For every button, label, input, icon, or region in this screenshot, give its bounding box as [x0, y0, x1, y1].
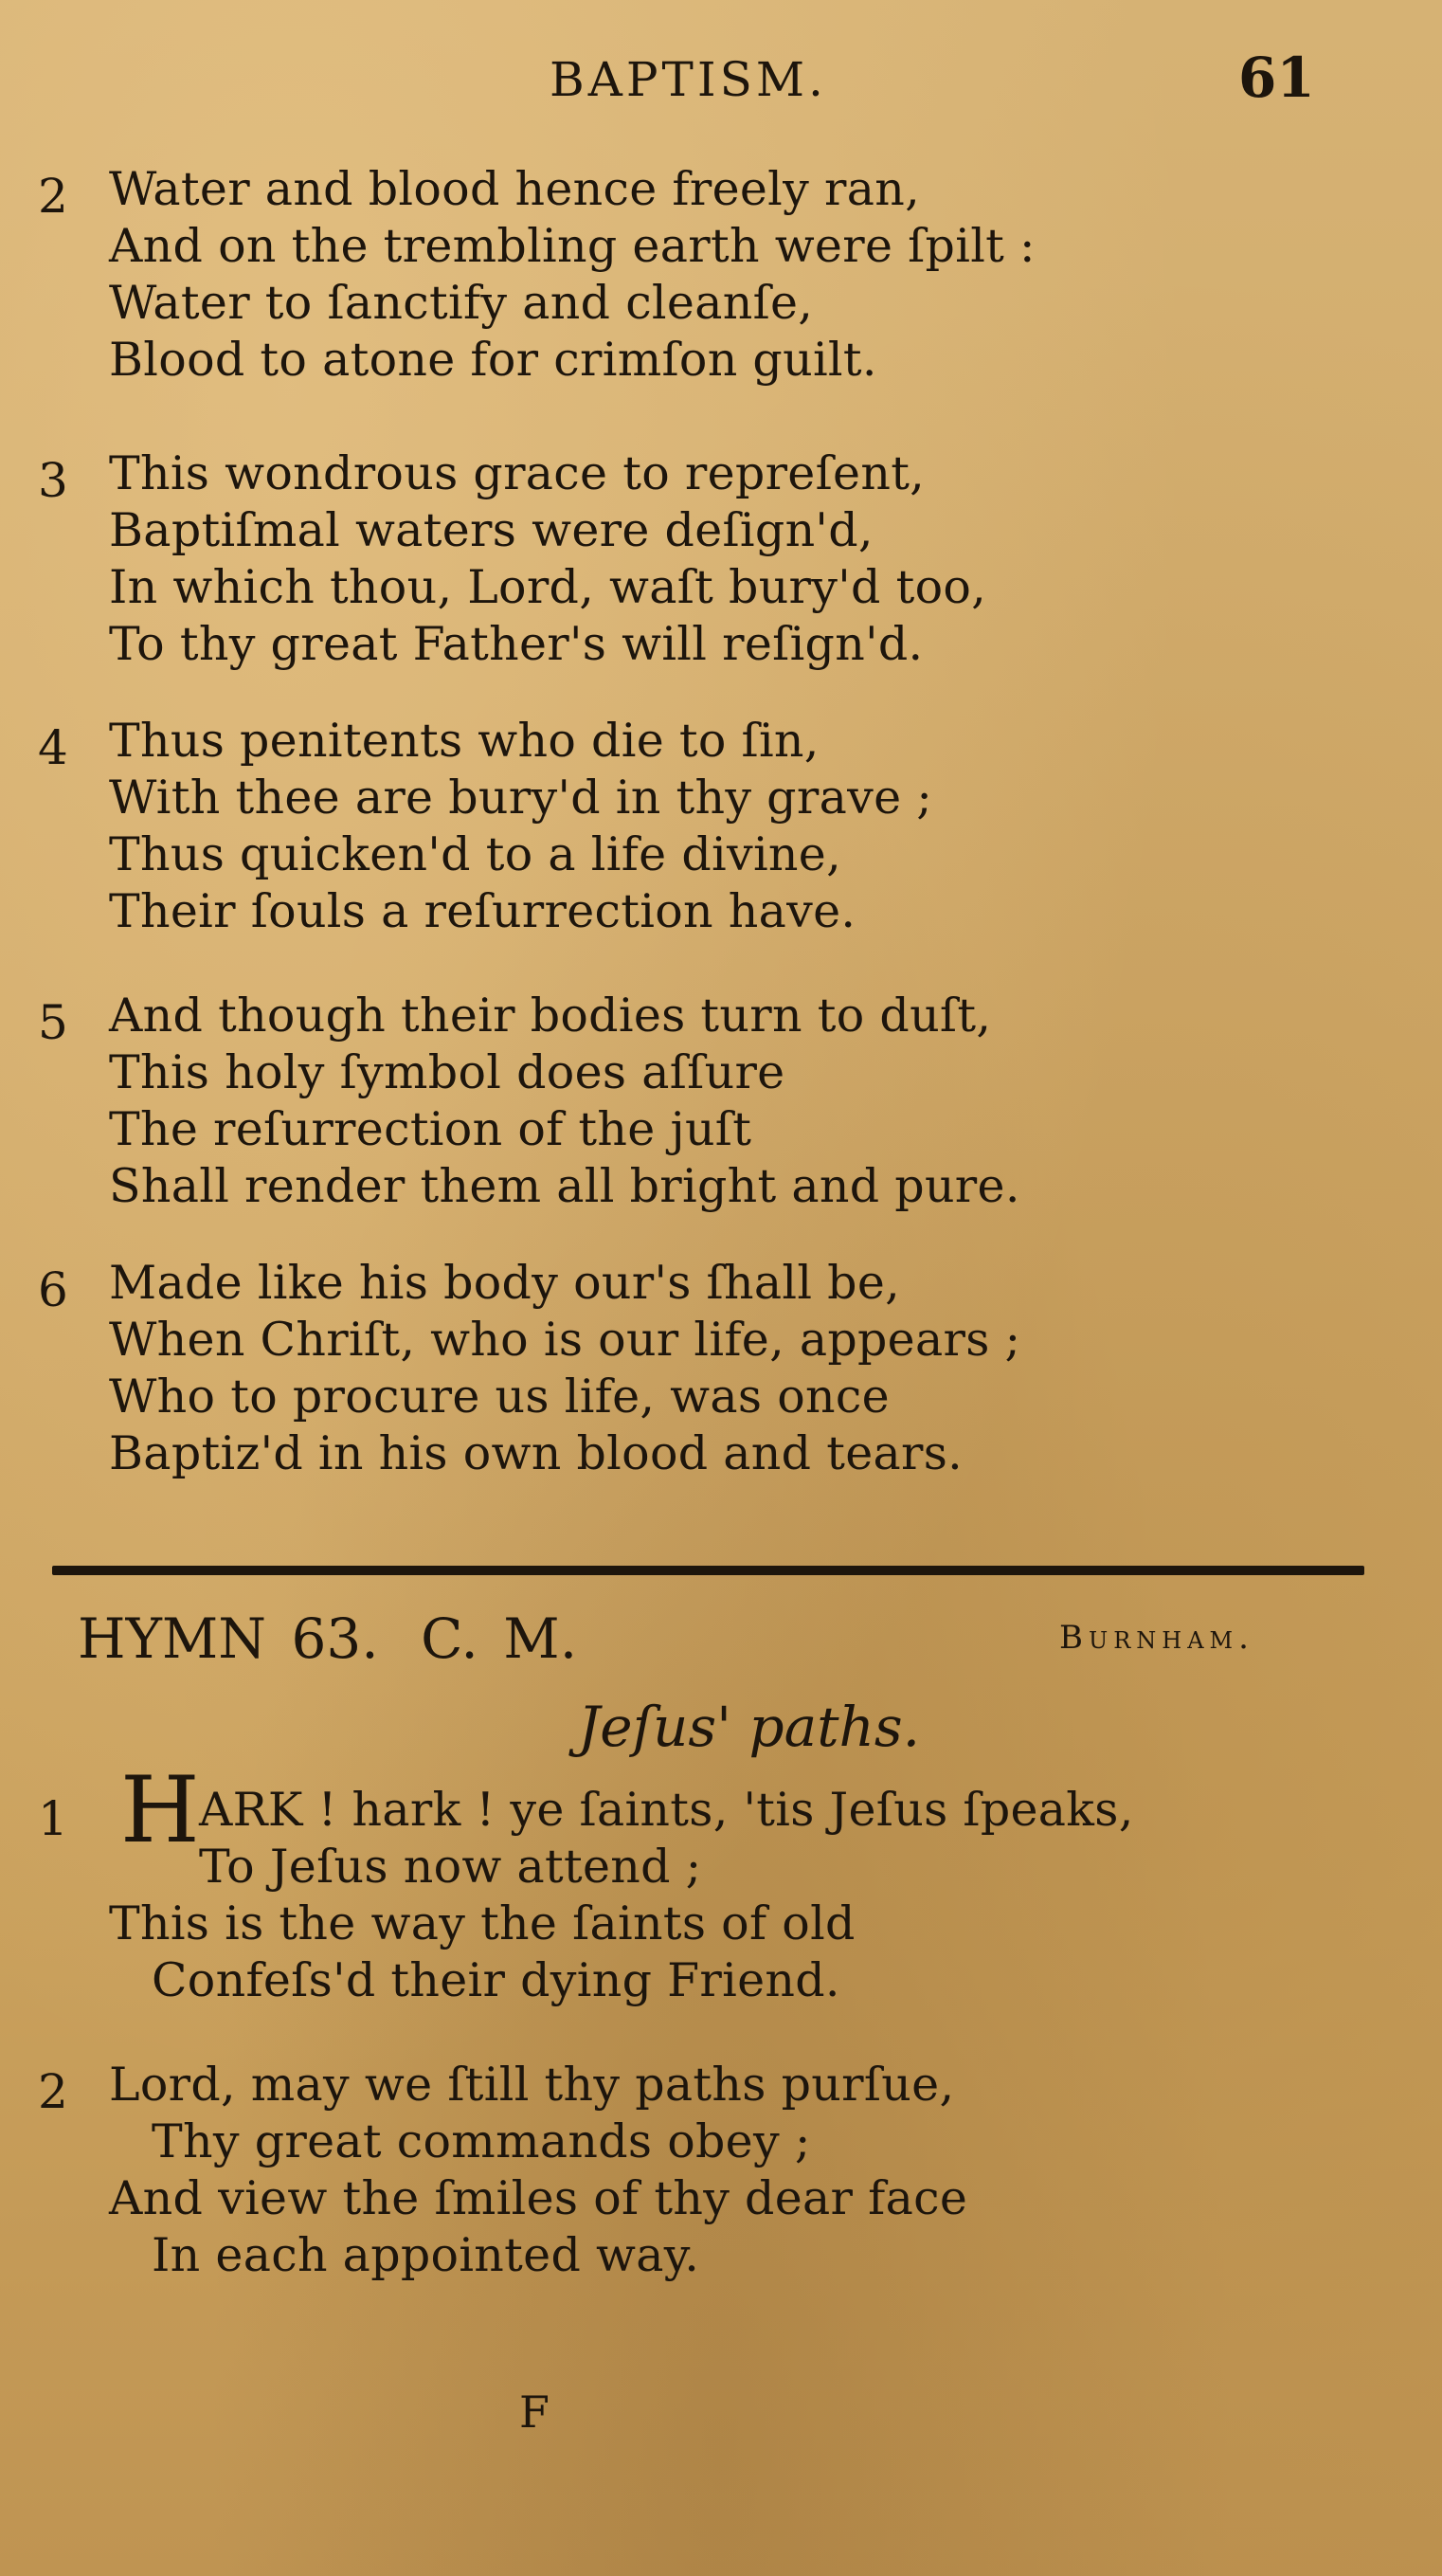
verse-number: 4 — [38, 720, 68, 775]
verse-number: 3 — [38, 453, 68, 508]
verse-line: Thus quicken'd to a life divine, — [109, 827, 841, 881]
verse-line: Shall render them all bright and pure. — [109, 1159, 1020, 1213]
verse-line: Made like his body our's ſhall be, — [109, 1256, 901, 1310]
page-number: 61 — [1238, 45, 1315, 110]
verse-line: And on the trembling earth were ſpilt : — [109, 219, 1036, 273]
verse-line: The reſurrection of the juſt — [109, 1102, 752, 1156]
verse-line: And though their bodies turn to duſt, — [109, 989, 992, 1043]
verse-line: With thee are bury'd in thy grave ; — [109, 771, 933, 825]
verse-number: 1 — [38, 1791, 68, 1846]
hymn-heading — [78, 1606, 577, 1671]
verse-line: This is the way the ſaints of old — [109, 1896, 856, 1950]
verse-line: Thus penitents who die to ſin, — [109, 714, 820, 768]
verse-line: When Chriſt, who is our life, appears ; — [109, 1313, 1021, 1367]
verse-number: 6 — [38, 1262, 68, 1317]
catchword: F — [519, 2386, 550, 2438]
verse-line: Baptiſmal waters were deſign'd, — [109, 503, 874, 557]
verse-line: In which thou, Lord, waſt bury'd too, — [109, 560, 987, 614]
verse-line: In each appointed way. — [152, 2228, 700, 2282]
verse-line: Lord, may we ſtill thy paths purſue, — [109, 2058, 955, 2112]
verse-line: Confeſs'd their dying Friend. — [152, 1953, 840, 2007]
verse-line: To Jeſus now attend ; — [199, 1840, 702, 1894]
hymn-title: Jeſus' paths. — [578, 1695, 921, 1759]
verse-number: 5 — [38, 995, 68, 1050]
verse-line: This holy ſymbol does aſſure — [109, 1045, 785, 1099]
tune-name: Burnham. — [1059, 1619, 1254, 1657]
verse-line: Water and blood hence freely ran, — [109, 162, 920, 216]
verse-line: Baptiz'd in his own blood and tears. — [109, 1426, 964, 1480]
verse-line: Their ſouls a reſurrection have. — [109, 884, 856, 938]
verse-line: This wondrous grace to repreſent, — [109, 446, 926, 500]
drop-cap: H — [120, 1757, 200, 1863]
running-head: BAPTISM. — [550, 52, 827, 107]
verse-line: And view the ſmiles of thy dear face — [109, 2171, 968, 2225]
hymn-meter: C. M. — [421, 1606, 578, 1671]
verse-line: Water to ſanctify and cleanſe, — [109, 276, 814, 330]
verse-number: 2 — [38, 2064, 68, 2119]
verse-number: 2 — [38, 169, 68, 224]
hymn-number: HYMN 63. — [78, 1606, 379, 1671]
section-rule — [52, 1566, 1364, 1575]
verse-line: Thy great commands obey ; — [152, 2114, 811, 2168]
verse-line: Blood to atone for crimſon guilt. — [109, 333, 877, 387]
verse-line: To thy great Father's will reſign'd. — [109, 617, 924, 671]
verse-line: Who to procure us life, was once — [109, 1370, 890, 1424]
verse-line: ARK ! hark ! ye ſaints, 'tis Jeſus ſpeaks, — [199, 1783, 1134, 1837]
